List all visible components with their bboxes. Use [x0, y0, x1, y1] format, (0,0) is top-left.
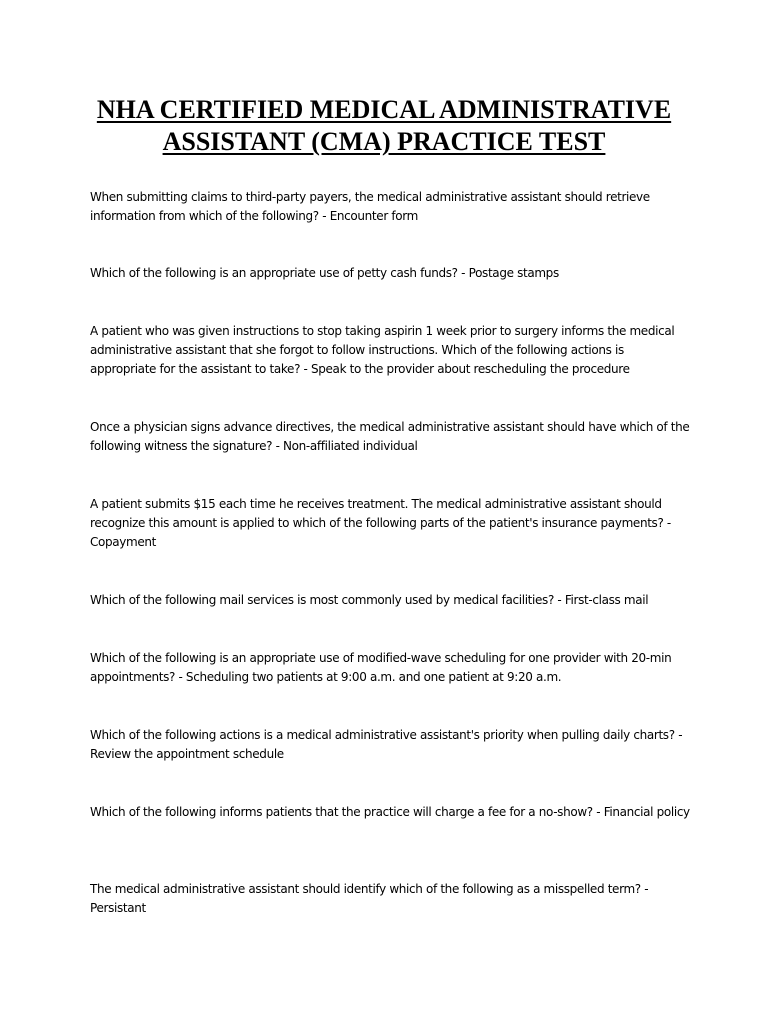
question-answer-5: A patient submits $15 each time he receives treatment. The medical administrative assistant should recognize this amount is applied to which of the following parts of the patient's insurance payments? - Copayment: [90, 497, 671, 549]
question-answer-8: Which of the following actions is a medical administrative assistant's priority when pulling daily charts? - Review the appointment schedule: [90, 728, 683, 761]
question-answer-1: When submitting claims to third-party payers, the medical administrative assistant should retrieve information from which of the following? - Encounter form: [90, 190, 650, 223]
title-line-2: ASSISTANT (CMA) PRACTICE TEST: [162, 127, 606, 156]
question-answer-7: Which of the following is an appropriate use of modified-wave scheduling for one provider with 20-min appointments? - Scheduling two patients at 9:00 a.m. and one patient at 9:20 a.m.: [90, 651, 672, 684]
question-answer-4: Once a physician signs advance directives, the medical administrative assistant should have which of the following witness the signature? - Non-affiliated individual: [90, 420, 690, 453]
question-answer-9: Which of the following informs patients that the practice will charge a fee for a no-show? - Financial policy: [90, 805, 690, 819]
question-answer-10: The medical administrative assistant should identify which of the following as a misspelled term? - Persistant: [90, 882, 649, 915]
question-answer-6: Which of the following mail services is most commonly used by medical facilities? - First-class mail: [90, 593, 649, 607]
title-line-1: NHA CERTIFIED MEDICAL ADMINISTRATIVE: [96, 95, 672, 124]
question-answer-2: Which of the following is an appropriate use of petty cash funds? - Postage stamps: [90, 266, 559, 280]
question-answer-3: A patient who was given instructions to stop taking aspirin 1 week prior to surgery informs the medical administrative assistant that she forgot to follow instructions. Which of the following actions is appropriate for the assistant to take? - Speak to the provider about rescheduling the procedure: [90, 324, 675, 376]
page-title: [40, 94, 728, 158]
